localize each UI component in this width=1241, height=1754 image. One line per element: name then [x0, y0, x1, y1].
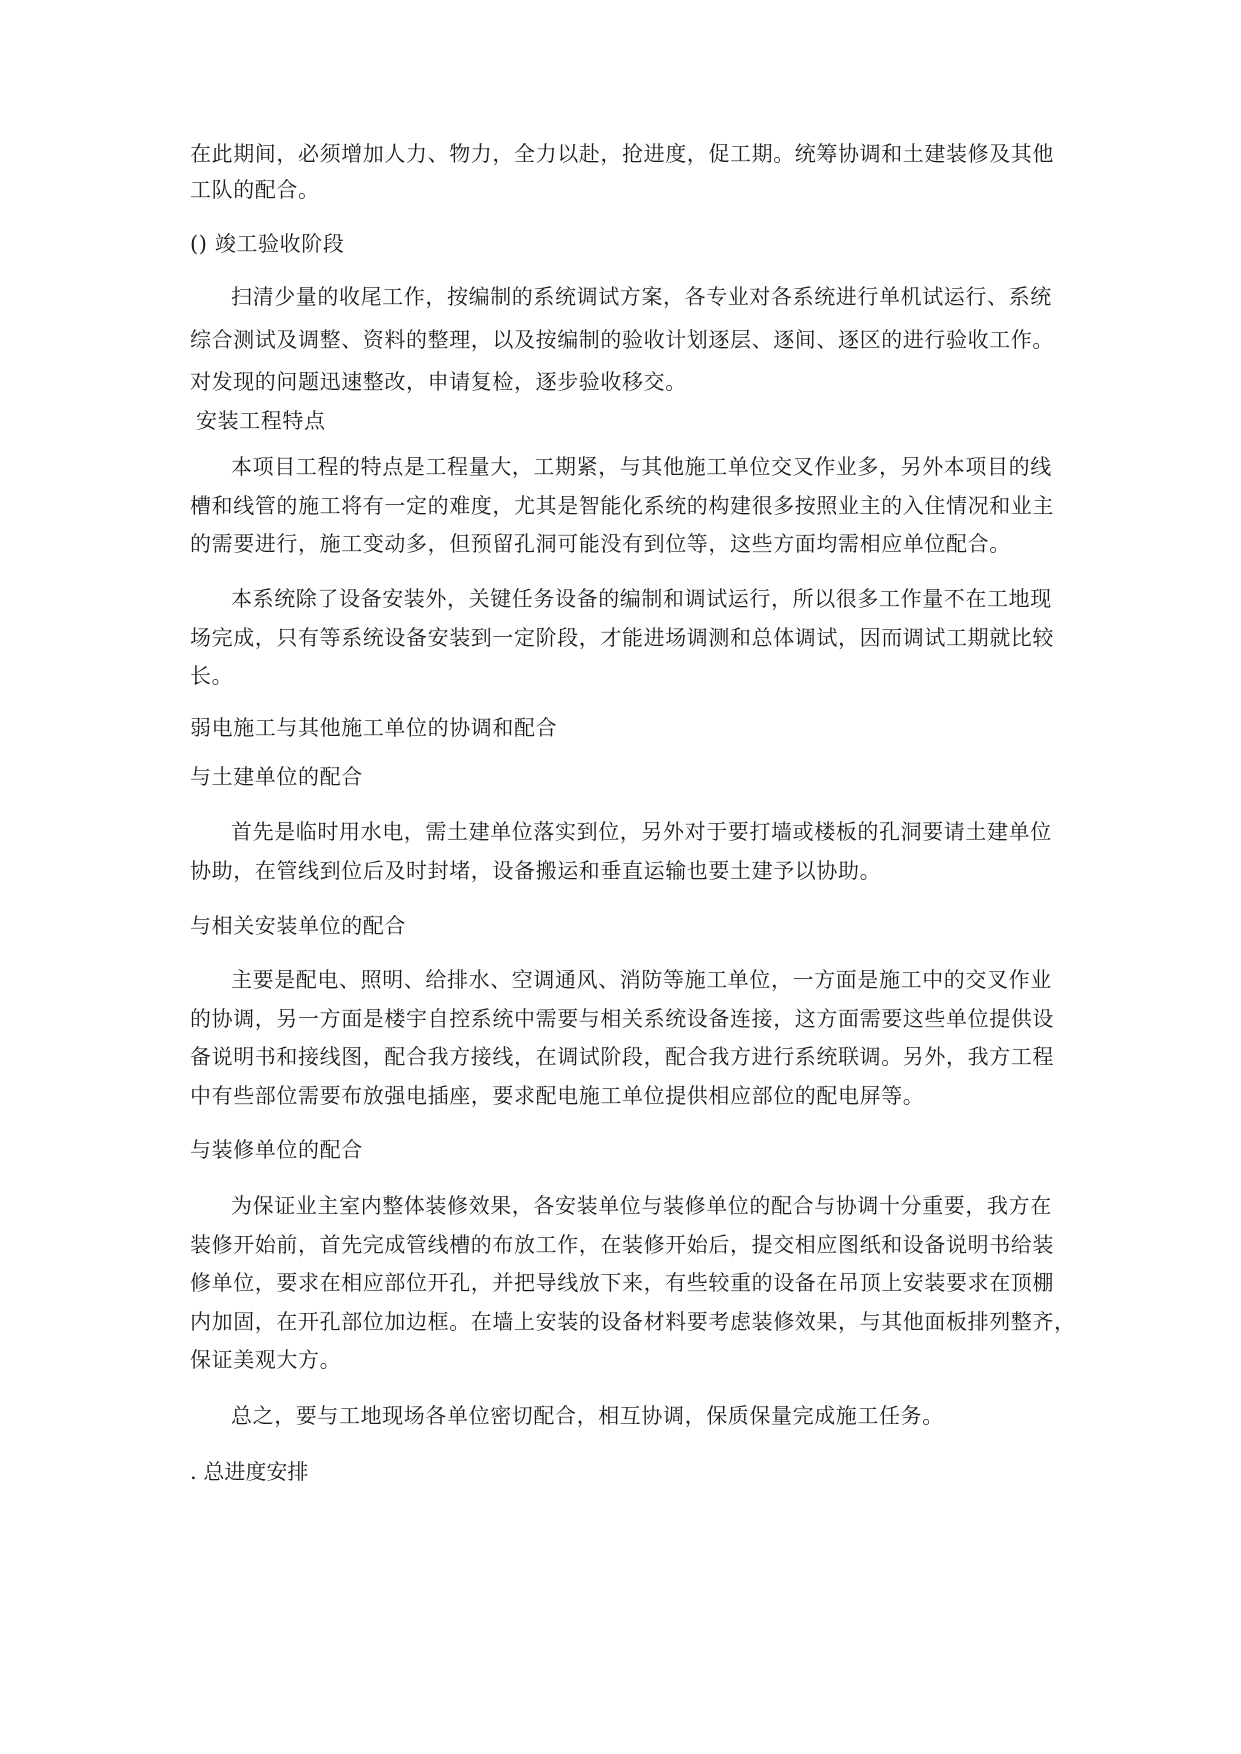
paragraph-line: 工队的配合。: [190, 178, 320, 202]
paragraph-line: 本项目工程的特点是工程量大，工期紧，与其他施工单位交叉作业多，另外本项目的线: [231, 455, 1052, 479]
paragraph-line: 的协调，另一方面是楼宇自控系统中需要与相关系统设备连接，这方面需要这些单位提供设: [190, 1007, 1054, 1031]
paragraph-line: 本系统除了设备安装外，关键任务设备的编制和调试运行，所以很多工作量不在工地现: [231, 587, 1052, 611]
paragraph-line: 备说明书和接线图，配合我方接线，在调试阶段，配合我方进行系统联调。另外，我方工程: [190, 1045, 1054, 1069]
section-heading: 弱电施工与其他施工单位的协调和配合: [190, 716, 558, 740]
paragraph-line: 装修开始前，首先完成管线槽的布放工作，在装修开始后，提交相应图纸和设备说明书给装: [190, 1233, 1054, 1257]
paragraph-line: 总之，要与工地现场各单位密切配合，相互协调，保质保量完成施工任务。: [231, 1404, 944, 1428]
section-heading: () 竣工验收阶段: [190, 232, 345, 256]
paragraph-line: 修单位，要求在相应部位开孔，并把导线放下来，有些较重的设备在吊顶上安装要求在顶棚: [190, 1271, 1054, 1295]
paragraph-line: 中有些部位需要布放强电插座，要求配电施工单位提供相应部位的配电屏等。: [190, 1084, 925, 1108]
paragraph-line: 协助，在管线到位后及时封堵，设备搬运和垂直运输也要土建予以协助。: [190, 859, 882, 883]
paragraph-line: 主要是配电、照明、给排水、空调通风、消防等施工单位，一方面是施工中的交叉作业: [231, 968, 1052, 992]
paragraph-line: 场完成，只有等系统设备安装到一定阶段，才能进场调测和总体调试，因而调试工期就比较: [190, 626, 1054, 650]
paragraph-line: 对发现的问题迅速整改，申请复检，逐步验收移交。: [190, 370, 687, 394]
paragraph-line: 的需要进行，施工变动多，但预留孔洞可能没有到位等，这些方面均需相应单位配合。: [190, 532, 1011, 556]
paragraph-line: 保证美观大方。: [190, 1348, 342, 1372]
paragraph-line: 扫清少量的收尾工作，按编制的系统调试方案，各专业对各系统进行单机试运行、系统: [231, 285, 1052, 309]
subsection-heading: 与相关安装单位的配合: [190, 914, 406, 938]
paragraph-line: 内加固，在开孔部位加边框。在墙上安装的设备材料要考虑装修效果，与其他面板排列整齐，: [190, 1310, 1076, 1334]
paragraph-line: 槽和线管的施工将有一定的难度，尤其是智能化系统的构建很多按照业主的入住情况和业主: [190, 494, 1054, 518]
paragraph-line: 在此期间，必须增加人力、物力，全力以赴，抢进度，促工期。统筹协调和土建装修及其他: [190, 142, 1054, 166]
paragraph-line: 首先是临时用水电，需土建单位落实到位，另外对于要打墙或楼板的孔洞要请土建单位: [231, 820, 1052, 844]
subsection-heading: 与装修单位的配合: [190, 1138, 363, 1162]
section-heading: 安装工程特点: [196, 409, 326, 433]
paragraph-line: 为保证业主室内整体装修效果，各安装单位与装修单位的配合与协调十分重要，我方在: [231, 1194, 1052, 1218]
subsection-heading: 与土建单位的配合: [190, 765, 363, 789]
paragraph-line: 综合测试及调整、资料的整理，以及按编制的验收计划逐层、逐间、逐区的进行验收工作。: [190, 328, 1054, 352]
paragraph-line: 长。: [190, 664, 234, 688]
section-heading: . 总进度安排: [190, 1460, 309, 1484]
